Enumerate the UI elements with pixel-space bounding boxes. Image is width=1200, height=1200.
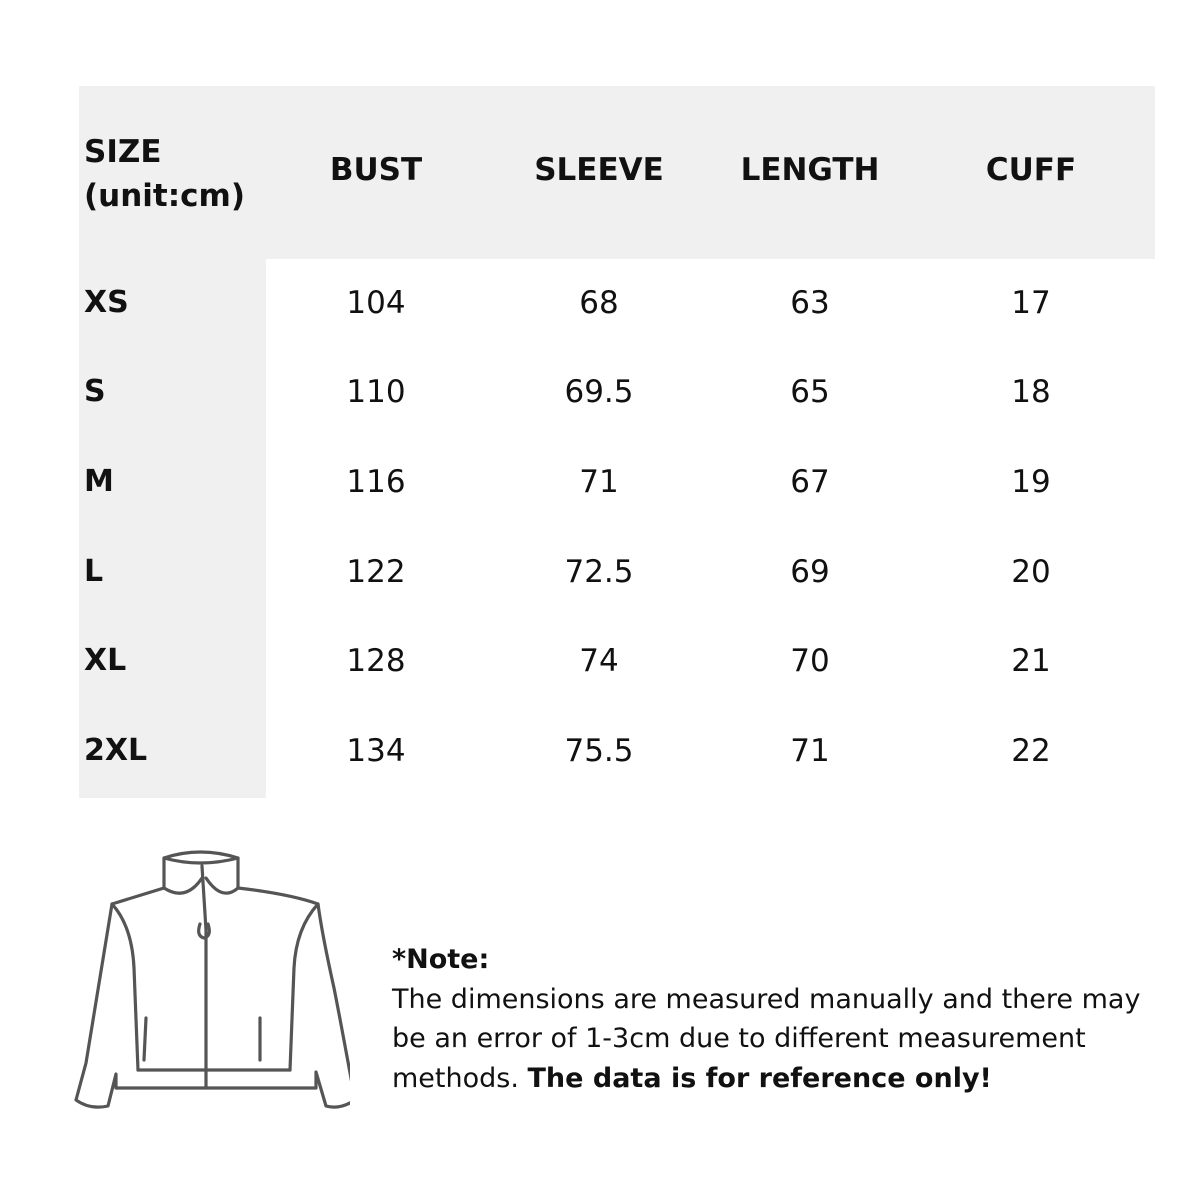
note-body: The dimensions are measured manually and there may be an error of 1-3cm due to different measurement methods.	[392, 983, 1141, 1094]
cell-xs-bust: 104	[346, 285, 406, 321]
size-header-unit: (unit:cm)	[84, 178, 245, 214]
table-size-column-band	[79, 259, 266, 798]
row-size-xl: XL	[84, 643, 127, 678]
cell-l-bust: 122	[346, 554, 406, 590]
column-header-length: LENGTH	[740, 152, 880, 188]
cell-s-sleeve: 69.5	[564, 374, 634, 410]
cell-s-length: 65	[790, 374, 830, 410]
jacket-icon	[50, 838, 350, 1128]
cell-xs-cuff: 17	[1011, 285, 1051, 321]
column-header-cuff: CUFF	[985, 152, 1077, 188]
cell-2xl-length: 71	[790, 733, 830, 769]
row-size-l: L	[84, 554, 104, 589]
cell-2xl-sleeve: 75.5	[564, 733, 634, 769]
cell-l-cuff: 20	[1011, 554, 1051, 590]
size-header-title: SIZE	[84, 134, 162, 170]
cell-xl-sleeve: 74	[579, 643, 619, 679]
row-size-xs: XS	[84, 285, 129, 320]
cell-m-cuff: 19	[1011, 464, 1051, 500]
measurement-note	[392, 940, 1172, 1098]
cell-xs-length: 63	[790, 285, 830, 321]
note-title: *Note:	[392, 944, 490, 975]
cell-xl-cuff: 21	[1011, 643, 1051, 679]
size-column-header	[84, 130, 245, 218]
column-header-bust: BUST	[329, 152, 423, 188]
cell-2xl-bust: 134	[346, 733, 406, 769]
cell-xl-length: 70	[790, 643, 830, 679]
cell-l-sleeve: 72.5	[564, 554, 634, 590]
cell-2xl-cuff: 22	[1011, 733, 1051, 769]
cell-l-length: 69	[790, 554, 830, 590]
cell-m-bust: 116	[346, 464, 406, 500]
row-size-m: M	[84, 464, 114, 499]
cell-xl-bust: 128	[346, 643, 406, 679]
note-emphasis: The data is for reference only!	[527, 1062, 992, 1094]
column-header-sleeve: SLEEVE	[534, 152, 664, 188]
cell-s-bust: 110	[346, 374, 406, 410]
cell-m-sleeve: 71	[579, 464, 619, 500]
cell-s-cuff: 18	[1011, 374, 1051, 410]
cell-m-length: 67	[790, 464, 830, 500]
row-size-2xl: 2XL	[84, 733, 148, 768]
cell-xs-sleeve: 68	[579, 285, 619, 321]
row-size-s: S	[84, 374, 106, 409]
